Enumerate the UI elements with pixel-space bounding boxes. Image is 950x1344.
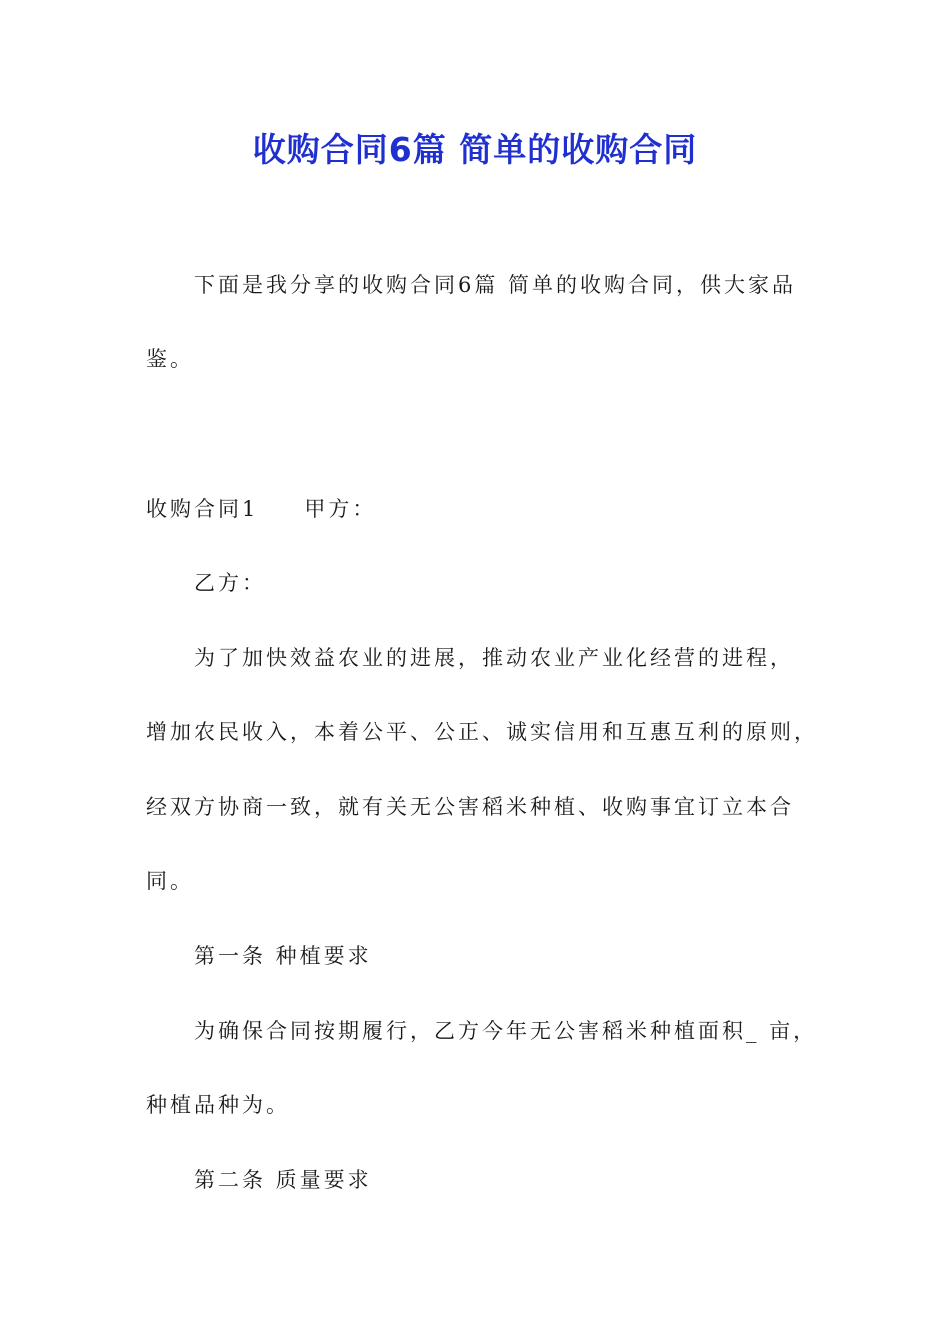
contract-heading-line <box>146 494 836 524</box>
article-1-line-1: 为确保合同按期履行，乙方今年无公害稻米种植面积_ 亩， <box>194 1019 818 1043</box>
article-1-title: 第一条 种植要求 <box>194 944 372 968</box>
contract-heading: 收购合同1 <box>146 497 259 521</box>
party-a-label: 甲方： <box>304 497 377 521</box>
intro-line-2: 鉴。 <box>146 347 194 371</box>
article-2-title: 第二条 质量要求 <box>194 1168 372 1192</box>
article-1-line-2: 种植品种为。 <box>146 1093 290 1117</box>
body-line-2: 增加农民收入，本着公平、公正、诚实信用和互惠互利的原则， <box>146 720 818 744</box>
document-title: 收购合同6篇 简单的收购合同 <box>252 130 698 169</box>
body-line-4: 同。 <box>146 869 194 893</box>
intro-line-1: 下面是我分享的收购合同6篇 简单的收购合同，供大家品 <box>194 273 797 297</box>
body-line-3: 经双方协商一致，就有关无公害稻米种植、收购事宜订立本合 <box>146 795 794 819</box>
body-line-1: 为了加快效益农业的进展，推动农业产业化经营的进程， <box>194 646 794 670</box>
party-b-label: 乙方： <box>194 571 266 595</box>
